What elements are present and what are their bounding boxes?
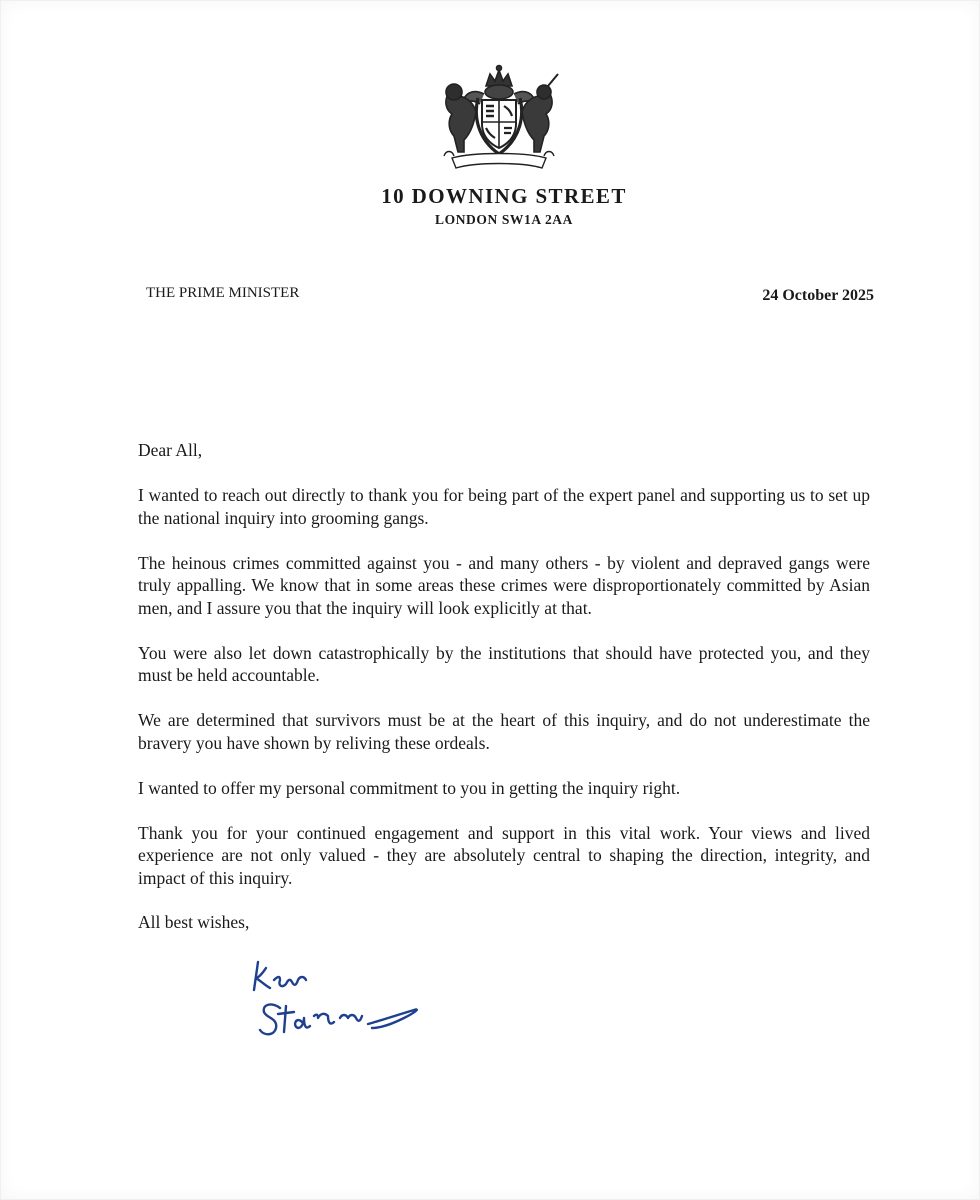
address-line-1: 10 DOWNING STREET: [381, 184, 627, 208]
paragraph: I wanted to offer my personal commitment to you in getting the inquiry right.: [138, 777, 681, 798]
paragraph: The heinous crimes committed against you - and many others - by violent and depraved gangs were truly appalling. We know that in some areas these crimes were disproportionately committed by Asian men, and I assure you that the inquiry will look explicitly at that.: [138, 552, 870, 618]
paragraph: Thank you for your continued engagement and support in this vital work. Your views and lived experience are not only valued - they are absolutely central to shaping the direction, integrity, and impact of this inquiry.: [138, 822, 870, 888]
paragraph: I wanted to reach out directly to thank you for being part of the expert panel and supporting us to set up the national inquiry into grooming gangs.: [138, 485, 870, 528]
handwritten-signature: [244, 956, 434, 1046]
sender-title: THE PRIME MINISTER: [146, 285, 300, 301]
salutation: Dear All,: [138, 440, 203, 460]
closing: All best wishes,: [138, 912, 250, 932]
letter-date: 24 October 2025: [762, 287, 874, 304]
royal-coat-of-arms-icon: [434, 64, 564, 172]
paragraph: You were also let down catastrophically by the institutions that should have protected you, and they must be held accountable.: [138, 642, 870, 685]
address-line-2: LONDON SW1A 2AA: [434, 212, 573, 227]
paragraph: We are determined that survivors must be at the heart of this inquiry, and do not underestimate the bravery you have shown by reliving these ordeals.: [138, 710, 870, 753]
letter-body: [138, 439, 870, 912]
